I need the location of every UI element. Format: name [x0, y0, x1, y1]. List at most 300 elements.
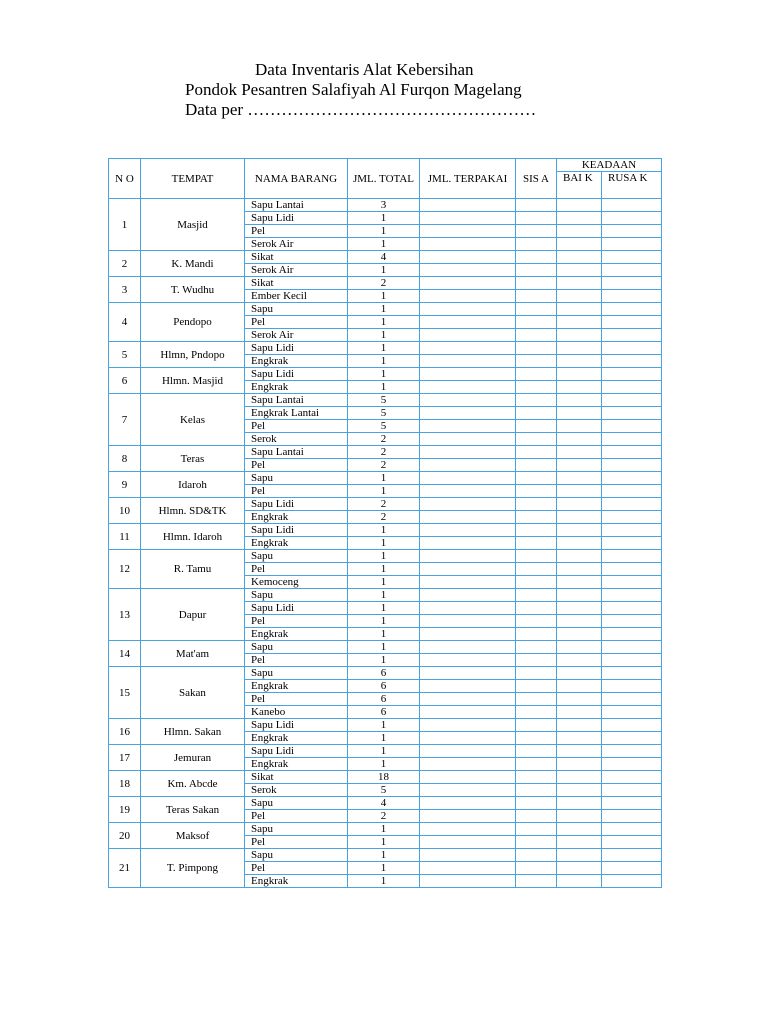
cell-item: Pel — [245, 563, 348, 576]
cell-broken — [602, 368, 662, 381]
table-row — [109, 303, 662, 316]
cell-item: Engkrak Lantai — [245, 407, 348, 420]
cell-good — [557, 485, 602, 498]
cell-used — [420, 407, 516, 420]
cell-remaining — [516, 511, 557, 524]
cell-good — [557, 212, 602, 225]
cell-total: 1 — [348, 732, 420, 745]
cell-total: 2 — [348, 810, 420, 823]
cell-broken — [602, 563, 662, 576]
cell-broken — [602, 641, 662, 654]
cell-good — [557, 251, 602, 264]
cell-remaining — [516, 706, 557, 719]
cell-item: Sapu — [245, 303, 348, 316]
cell-no: 21 — [109, 849, 141, 888]
cell-total: 2 — [348, 277, 420, 290]
cell-item: Serok — [245, 784, 348, 797]
cell-place: Kelas — [141, 394, 245, 446]
table-row — [109, 251, 662, 264]
cell-item: Serok — [245, 433, 348, 446]
cell-no: 5 — [109, 342, 141, 368]
table-row — [109, 446, 662, 459]
header-no: N O — [109, 159, 141, 199]
cell-total: 2 — [348, 446, 420, 459]
cell-good — [557, 303, 602, 316]
cell-total: 1 — [348, 862, 420, 875]
cell-remaining — [516, 212, 557, 225]
cell-broken — [602, 381, 662, 394]
cell-place: Maksof — [141, 823, 245, 849]
table-row — [109, 823, 662, 836]
cell-remaining — [516, 719, 557, 732]
cell-broken — [602, 433, 662, 446]
cell-used — [420, 810, 516, 823]
cell-broken — [602, 212, 662, 225]
cell-remaining — [516, 771, 557, 784]
cell-used — [420, 342, 516, 355]
cell-no: 6 — [109, 368, 141, 394]
cell-remaining — [516, 810, 557, 823]
cell-item: Pel — [245, 654, 348, 667]
table-row — [109, 771, 662, 784]
cell-item: Sapu — [245, 472, 348, 485]
cell-broken — [602, 485, 662, 498]
cell-remaining — [516, 576, 557, 589]
cell-item: Engkrak — [245, 680, 348, 693]
cell-no: 14 — [109, 641, 141, 667]
cell-good — [557, 394, 602, 407]
cell-total: 1 — [348, 225, 420, 238]
cell-remaining — [516, 368, 557, 381]
header-place: TEMPAT — [141, 159, 245, 199]
cell-remaining — [516, 758, 557, 771]
cell-broken — [602, 290, 662, 303]
cell-remaining — [516, 420, 557, 433]
cell-broken — [602, 875, 662, 888]
cell-good — [557, 693, 602, 706]
cell-remaining — [516, 251, 557, 264]
cell-item: Sapu Lidi — [245, 719, 348, 732]
cell-remaining — [516, 615, 557, 628]
table-row — [109, 667, 662, 680]
cell-total: 1 — [348, 368, 420, 381]
table-row — [109, 498, 662, 511]
cell-no: 19 — [109, 797, 141, 823]
cell-broken — [602, 537, 662, 550]
cell-remaining — [516, 862, 557, 875]
cell-no: 16 — [109, 719, 141, 745]
cell-good — [557, 823, 602, 836]
cell-broken — [602, 498, 662, 511]
cell-good — [557, 628, 602, 641]
cell-remaining — [516, 485, 557, 498]
cell-broken — [602, 732, 662, 745]
cell-good — [557, 602, 602, 615]
cell-total: 1 — [348, 563, 420, 576]
cell-good — [557, 277, 602, 290]
cell-total: 1 — [348, 355, 420, 368]
cell-total: 1 — [348, 264, 420, 277]
header-condition: KEADAAN — [557, 159, 662, 172]
cell-used — [420, 303, 516, 316]
cell-good — [557, 433, 602, 446]
cell-remaining — [516, 316, 557, 329]
cell-place: Sakan — [141, 667, 245, 719]
cell-broken — [602, 524, 662, 537]
cell-good — [557, 355, 602, 368]
cell-item: Sapu — [245, 550, 348, 563]
cell-total: 1 — [348, 615, 420, 628]
table-row — [109, 849, 662, 862]
cell-item: Pel — [245, 810, 348, 823]
cell-place: Hlmn, Pndopo — [141, 342, 245, 368]
cell-broken — [602, 342, 662, 355]
cell-total: 1 — [348, 576, 420, 589]
cell-total: 6 — [348, 667, 420, 680]
cell-no: 20 — [109, 823, 141, 849]
cell-good — [557, 511, 602, 524]
cell-broken — [602, 303, 662, 316]
cell-item: Pel — [245, 836, 348, 849]
cell-remaining — [516, 823, 557, 836]
cell-good — [557, 459, 602, 472]
cell-used — [420, 849, 516, 862]
cell-remaining — [516, 498, 557, 511]
cell-used — [420, 680, 516, 693]
cell-total: 2 — [348, 498, 420, 511]
cell-item: Sikat — [245, 771, 348, 784]
cell-good — [557, 589, 602, 602]
cell-item: Serok Air — [245, 238, 348, 251]
cell-item: Pel — [245, 485, 348, 498]
cell-item: Pel — [245, 459, 348, 472]
cell-broken — [602, 550, 662, 563]
cell-total: 1 — [348, 589, 420, 602]
cell-broken — [602, 264, 662, 277]
cell-broken — [602, 589, 662, 602]
cell-remaining — [516, 667, 557, 680]
cell-broken — [602, 420, 662, 433]
cell-item: Sapu — [245, 667, 348, 680]
cell-item: Sapu Lidi — [245, 212, 348, 225]
cell-no: 17 — [109, 745, 141, 771]
cell-remaining — [516, 641, 557, 654]
cell-used — [420, 511, 516, 524]
cell-place: Pendopo — [141, 303, 245, 342]
cell-broken — [602, 693, 662, 706]
cell-good — [557, 706, 602, 719]
cell-good — [557, 667, 602, 680]
cell-used — [420, 862, 516, 875]
cell-total: 1 — [348, 537, 420, 550]
cell-broken — [602, 836, 662, 849]
cell-total: 1 — [348, 628, 420, 641]
cell-remaining — [516, 537, 557, 550]
cell-item: Sikat — [245, 277, 348, 290]
cell-place: Hlmn. Idaroh — [141, 524, 245, 550]
cell-no: 10 — [109, 498, 141, 524]
cell-item: Sapu Lidi — [245, 368, 348, 381]
cell-remaining — [516, 290, 557, 303]
cell-broken — [602, 394, 662, 407]
cell-broken — [602, 784, 662, 797]
cell-place: T. Wudhu — [141, 277, 245, 303]
cell-remaining — [516, 355, 557, 368]
cell-total: 1 — [348, 238, 420, 251]
cell-remaining — [516, 472, 557, 485]
table-row — [109, 524, 662, 537]
cell-place: Km. Abcde — [141, 771, 245, 797]
table-row — [109, 199, 662, 212]
cell-total: 1 — [348, 342, 420, 355]
cell-item: Engkrak — [245, 758, 348, 771]
cell-used — [420, 771, 516, 784]
cell-remaining — [516, 797, 557, 810]
cell-good — [557, 732, 602, 745]
cell-remaining — [516, 394, 557, 407]
cell-good — [557, 784, 602, 797]
cell-used — [420, 277, 516, 290]
cell-item: Pel — [245, 225, 348, 238]
document-subtitle: Pondok Pesantren Salafiyah Al Furqon Magelang — [185, 80, 522, 99]
cell-good — [557, 771, 602, 784]
cell-item: Engkrak — [245, 628, 348, 641]
cell-item: Pel — [245, 615, 348, 628]
cell-remaining — [516, 459, 557, 472]
cell-used — [420, 732, 516, 745]
cell-item: Pel — [245, 862, 348, 875]
cell-used — [420, 563, 516, 576]
cell-good — [557, 524, 602, 537]
cell-broken — [602, 823, 662, 836]
table-row — [109, 277, 662, 290]
cell-total: 1 — [348, 524, 420, 537]
cell-total: 1 — [348, 212, 420, 225]
header-item: NAMA BARANG — [245, 159, 348, 199]
cell-remaining — [516, 654, 557, 667]
cell-broken — [602, 472, 662, 485]
table-row — [109, 589, 662, 602]
cell-total: 1 — [348, 641, 420, 654]
cell-item: Pel — [245, 316, 348, 329]
cell-item: Sikat — [245, 251, 348, 264]
cell-remaining — [516, 342, 557, 355]
cell-no: 15 — [109, 667, 141, 719]
cell-remaining — [516, 524, 557, 537]
cell-remaining — [516, 680, 557, 693]
cell-used — [420, 355, 516, 368]
cell-used — [420, 537, 516, 550]
table-row — [109, 797, 662, 810]
cell-item: Kanebo — [245, 706, 348, 719]
cell-used — [420, 446, 516, 459]
cell-place: Teras Sakan — [141, 797, 245, 823]
cell-used — [420, 394, 516, 407]
cell-broken — [602, 459, 662, 472]
cell-good — [557, 420, 602, 433]
cell-good — [557, 498, 602, 511]
cell-total: 1 — [348, 654, 420, 667]
cell-remaining — [516, 225, 557, 238]
cell-good — [557, 537, 602, 550]
cell-item: Kemoceng — [245, 576, 348, 589]
cell-item: Sapu Lantai — [245, 446, 348, 459]
cell-used — [420, 641, 516, 654]
cell-remaining — [516, 745, 557, 758]
cell-good — [557, 381, 602, 394]
cell-used — [420, 602, 516, 615]
cell-remaining — [516, 875, 557, 888]
table-row — [109, 342, 662, 355]
cell-item: Engkrak — [245, 355, 348, 368]
cell-broken — [602, 576, 662, 589]
cell-no: 7 — [109, 394, 141, 446]
cell-total: 5 — [348, 394, 420, 407]
cell-no: 12 — [109, 550, 141, 589]
cell-item: Ember Kecil — [245, 290, 348, 303]
cell-item: Sapu — [245, 797, 348, 810]
cell-good — [557, 264, 602, 277]
table-row — [109, 472, 662, 485]
cell-remaining — [516, 238, 557, 251]
header-used: JML. TERPAKAI — [420, 159, 516, 199]
cell-used — [420, 797, 516, 810]
cell-item: Sapu — [245, 849, 348, 862]
cell-used — [420, 238, 516, 251]
cell-broken — [602, 355, 662, 368]
cell-good — [557, 836, 602, 849]
cell-used — [420, 628, 516, 641]
cell-broken — [602, 446, 662, 459]
cell-good — [557, 199, 602, 212]
cell-item: Sapu Lidi — [245, 524, 348, 537]
cell-remaining — [516, 836, 557, 849]
cell-used — [420, 589, 516, 602]
cell-broken — [602, 758, 662, 771]
cell-broken — [602, 797, 662, 810]
cell-good — [557, 472, 602, 485]
cell-remaining — [516, 563, 557, 576]
cell-item: Pel — [245, 693, 348, 706]
cell-item: Serok Air — [245, 329, 348, 342]
cell-item: Sapu — [245, 641, 348, 654]
cell-place: Jemuran — [141, 745, 245, 771]
cell-no: 8 — [109, 446, 141, 472]
cell-item: Pel — [245, 420, 348, 433]
cell-no: 4 — [109, 303, 141, 342]
cell-place: K. Mandi — [141, 251, 245, 277]
table-row — [109, 745, 662, 758]
document-header — [0, 60, 768, 120]
cell-used — [420, 719, 516, 732]
cell-total: 1 — [348, 472, 420, 485]
cell-total: 1 — [348, 485, 420, 498]
cell-place: T. Pimpong — [141, 849, 245, 888]
cell-remaining — [516, 550, 557, 563]
document-date-line: Data per …………………………………………… — [185, 100, 537, 119]
cell-total: 6 — [348, 693, 420, 706]
cell-good — [557, 849, 602, 862]
cell-item: Sapu Lidi — [245, 602, 348, 615]
cell-good — [557, 290, 602, 303]
header-remaining: SIS A — [516, 159, 557, 199]
cell-no: 1 — [109, 199, 141, 251]
cell-total: 2 — [348, 433, 420, 446]
document-title: Data Inventaris Alat Kebersihan — [255, 60, 474, 79]
cell-used — [420, 316, 516, 329]
cell-remaining — [516, 264, 557, 277]
cell-item: Sapu Lidi — [245, 342, 348, 355]
cell-remaining — [516, 602, 557, 615]
cell-broken — [602, 407, 662, 420]
cell-item: Engkrak — [245, 537, 348, 550]
cell-total: 1 — [348, 381, 420, 394]
cell-broken — [602, 238, 662, 251]
cell-remaining — [516, 589, 557, 602]
cell-good — [557, 407, 602, 420]
cell-broken — [602, 277, 662, 290]
cell-place: Idaroh — [141, 472, 245, 498]
cell-total: 4 — [348, 797, 420, 810]
cell-place: Hlmn. Sakan — [141, 719, 245, 745]
cell-broken — [602, 199, 662, 212]
cell-good — [557, 862, 602, 875]
cell-used — [420, 251, 516, 264]
cell-broken — [602, 615, 662, 628]
cell-total: 2 — [348, 459, 420, 472]
cell-total: 1 — [348, 550, 420, 563]
cell-broken — [602, 706, 662, 719]
cell-remaining — [516, 446, 557, 459]
cell-good — [557, 238, 602, 251]
cell-used — [420, 836, 516, 849]
cell-total: 5 — [348, 784, 420, 797]
table-row — [109, 641, 662, 654]
cell-good — [557, 563, 602, 576]
cell-good — [557, 758, 602, 771]
table-row — [109, 368, 662, 381]
cell-place: Masjid — [141, 199, 245, 251]
cell-broken — [602, 771, 662, 784]
cell-total: 1 — [348, 290, 420, 303]
cell-good — [557, 550, 602, 563]
cell-used — [420, 745, 516, 758]
cell-no: 13 — [109, 589, 141, 641]
cell-broken — [602, 329, 662, 342]
cell-used — [420, 576, 516, 589]
cell-broken — [602, 810, 662, 823]
cell-used — [420, 264, 516, 277]
cell-used — [420, 472, 516, 485]
cell-item: Sapu — [245, 589, 348, 602]
cell-item: Engkrak — [245, 511, 348, 524]
cell-broken — [602, 745, 662, 758]
cell-no: 3 — [109, 277, 141, 303]
cell-used — [420, 290, 516, 303]
cell-item: Engkrak — [245, 732, 348, 745]
cell-total: 6 — [348, 680, 420, 693]
cell-place: Dapur — [141, 589, 245, 641]
cell-place: R. Tamu — [141, 550, 245, 589]
cell-broken — [602, 628, 662, 641]
cell-good — [557, 797, 602, 810]
cell-remaining — [516, 628, 557, 641]
cell-place: Mat'am — [141, 641, 245, 667]
cell-broken — [602, 680, 662, 693]
header-total: JML. TOTAL — [348, 159, 420, 199]
header-good: BAI K — [557, 172, 602, 199]
cell-used — [420, 823, 516, 836]
